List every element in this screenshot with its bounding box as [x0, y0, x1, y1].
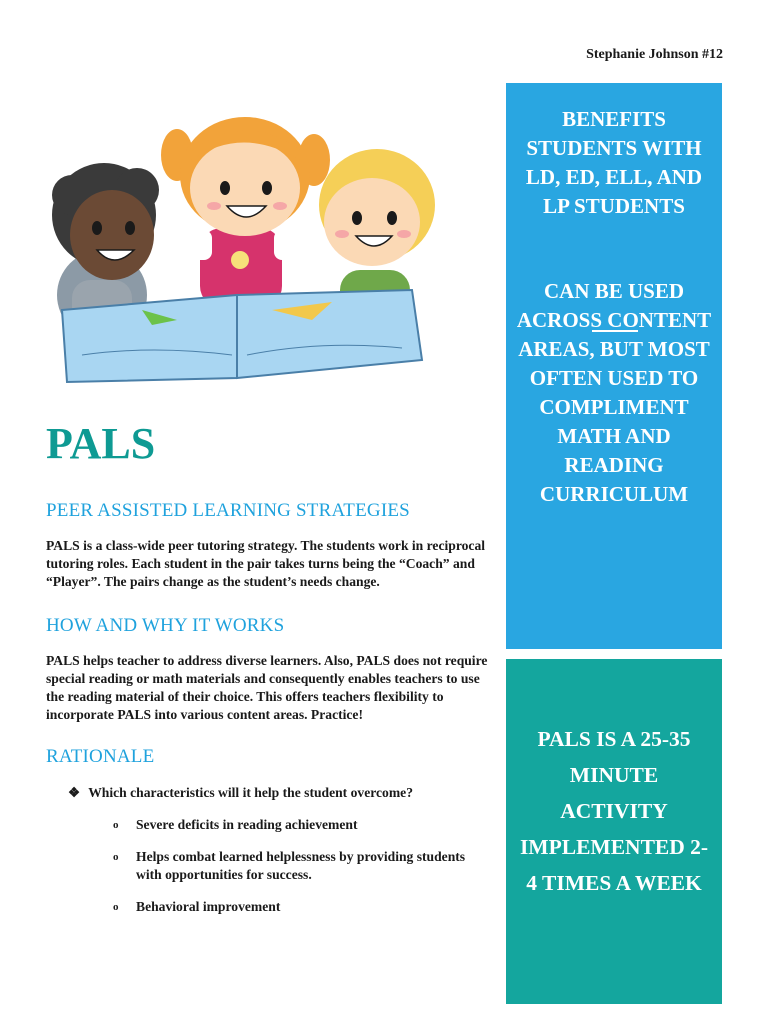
circle-bullet-icon: o: [113, 819, 119, 831]
page-title: PALS: [46, 419, 156, 468]
how-paragraph: PALS helps teacher to address diverse learners. Also, PALS does not require special reading or math materials and consequently enables teachers to use the reading material of their choice. This offers teachers flexibility to incorporate PALS into various content areas. Practice!: [46, 653, 488, 722]
author-name: Stephanie Johnson #12: [586, 47, 723, 62]
rationale-list: [113, 816, 493, 930]
intro-paragraph: PALS is a class-wide peer tutoring strategy. The students work in reciprocal tutoring roles. Each student in the pair takes turns being the “Coach” and “Player”. The pairs change as the student’s needs change.: [46, 538, 486, 589]
list-item: [113, 898, 493, 916]
rationale-question: [68, 785, 413, 801]
benefits-sidebar: [506, 83, 722, 649]
list-item: [113, 816, 493, 834]
usage-text: CAN BE USED ACROSS CONTENT AREAS, BUT MOST OFTEN USED TO COMPLIMENT MATH AND READING CURRICULUM: [516, 279, 712, 506]
duration-text: PALS IS A 25-35 MINUTE ACTIVITY IMPLEMENTED 2-4 TIMES A WEEK: [519, 727, 709, 895]
list-item: [113, 848, 493, 884]
circle-bullet-icon: o: [113, 851, 119, 863]
list-item-text: Behavioral improvement: [136, 899, 281, 914]
list-item-text: Severe deficits in reading achievement: [136, 817, 358, 832]
rationale-heading: RATIONALE: [46, 746, 155, 767]
circle-bullet-icon: o: [113, 901, 119, 913]
duration-sidebar: [506, 659, 722, 1004]
list-item-text: Helps combat learned helplessness by providing students with opportunities for success.: [136, 849, 466, 882]
subtitle-heading: PEER ASSISTED LEARNING STRATEGIES: [46, 500, 410, 521]
benefits-text: BENEFITS STUDENTS WITH LD, ED, ELL, AND LP STUDENTS: [525, 107, 703, 218]
rationale-question-text: Which characteristics will it help the student overcome?: [88, 785, 414, 800]
how-heading: HOW AND WHY IT WORKS: [46, 615, 285, 636]
diamond-bullet-icon: ❖: [68, 785, 81, 800]
girl-figure: [161, 117, 330, 308]
children-reading-illustration: [42, 110, 472, 400]
divider: [592, 649, 638, 651]
